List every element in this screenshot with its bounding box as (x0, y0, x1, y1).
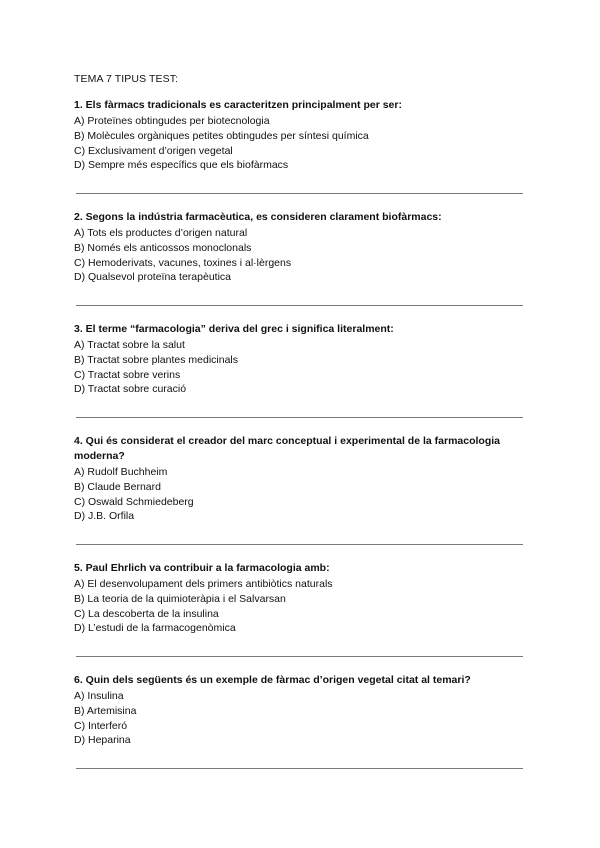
option-d: D) Heparina (74, 734, 131, 747)
option-a: A) Rudolf Buchheim (74, 466, 168, 478)
question-1 (74, 98, 526, 173)
option-c: C) Hemoderivats, vacunes, toxines i al·lèrgens (74, 256, 292, 269)
separator (76, 768, 523, 769)
question-5 (74, 561, 526, 636)
question-text: 1. Els fàrmacs tradicionals es caracteritzen principalment per ser: (74, 99, 402, 111)
option-b: B) Molècules orgàniques petites obtingudes per síntesi química (74, 129, 369, 142)
options-list (74, 226, 526, 285)
option-a: A) Insulina (74, 690, 124, 702)
separator (76, 305, 523, 306)
question-text: 6. Quin dels següents és un exemple de fàrmac d’origen vegetal citat al temari? (74, 674, 471, 686)
option-a: A) Proteïnes obtingudes per biotecnologia (74, 115, 270, 127)
question-text: 3. El terme “farmacologia” deriva del grec i significa literalment: (74, 323, 394, 335)
option-a: A) Tractat sobre la salut (74, 339, 185, 351)
option-b: B) Claude Bernard (74, 480, 161, 493)
option-c: C) Oswald Schmiedeberg (74, 495, 194, 508)
separator (76, 193, 523, 194)
option-d: D) L’estudi de la farmacogenòmica (74, 622, 236, 635)
option-c: C) La descoberta de la insulina (74, 607, 219, 620)
option-d: D) Tractat sobre curació (74, 383, 187, 396)
option-b: B) Tractat sobre plantes medicinals (74, 353, 238, 366)
question-2 (74, 210, 526, 285)
question-3 (74, 322, 526, 397)
option-b: B) Només els anticossos monoclonals (74, 241, 252, 254)
option-c: C) Interferó (74, 719, 128, 732)
separator (76, 417, 523, 418)
question-text: 4. Qui és considerat el creador del marc conceptual i experimental de la farmacologia moderna? (74, 435, 500, 462)
options-list (74, 689, 526, 748)
option-b: B) La teoria de la quimioteràpia i el Salvarsan (74, 592, 286, 605)
option-a: A) Tots els productes d’origen natural (74, 227, 248, 239)
question-4 (74, 434, 526, 524)
option-b: B) Artemisina (74, 704, 137, 717)
option-a: A) El desenvolupament dels primers antibiòtics naturals (74, 578, 333, 590)
option-d: D) J.B. Orfila (74, 510, 135, 523)
question-6 (74, 673, 526, 748)
document-title: TEMA 7 TIPUS TEST: (74, 73, 179, 85)
option-d: D) Sempre més específics que els biofàrmacs (74, 159, 289, 172)
option-d: D) Qualsevol proteïna terapèutica (74, 271, 232, 284)
option-c: C) Exclusivament d’origen vegetal (74, 144, 233, 157)
options-list (74, 338, 526, 397)
question-text: 2. Segons la indústria farmacèutica, es consideren clarament biofàrmacs: (74, 211, 442, 223)
options-list (74, 114, 526, 173)
option-c: C) Tractat sobre verins (74, 368, 181, 381)
separator (76, 656, 523, 657)
question-text: 5. Paul Ehrlich va contribuir a la farmacologia amb: (74, 562, 330, 574)
options-list (74, 577, 526, 636)
options-list (74, 465, 526, 524)
separator (76, 544, 523, 545)
